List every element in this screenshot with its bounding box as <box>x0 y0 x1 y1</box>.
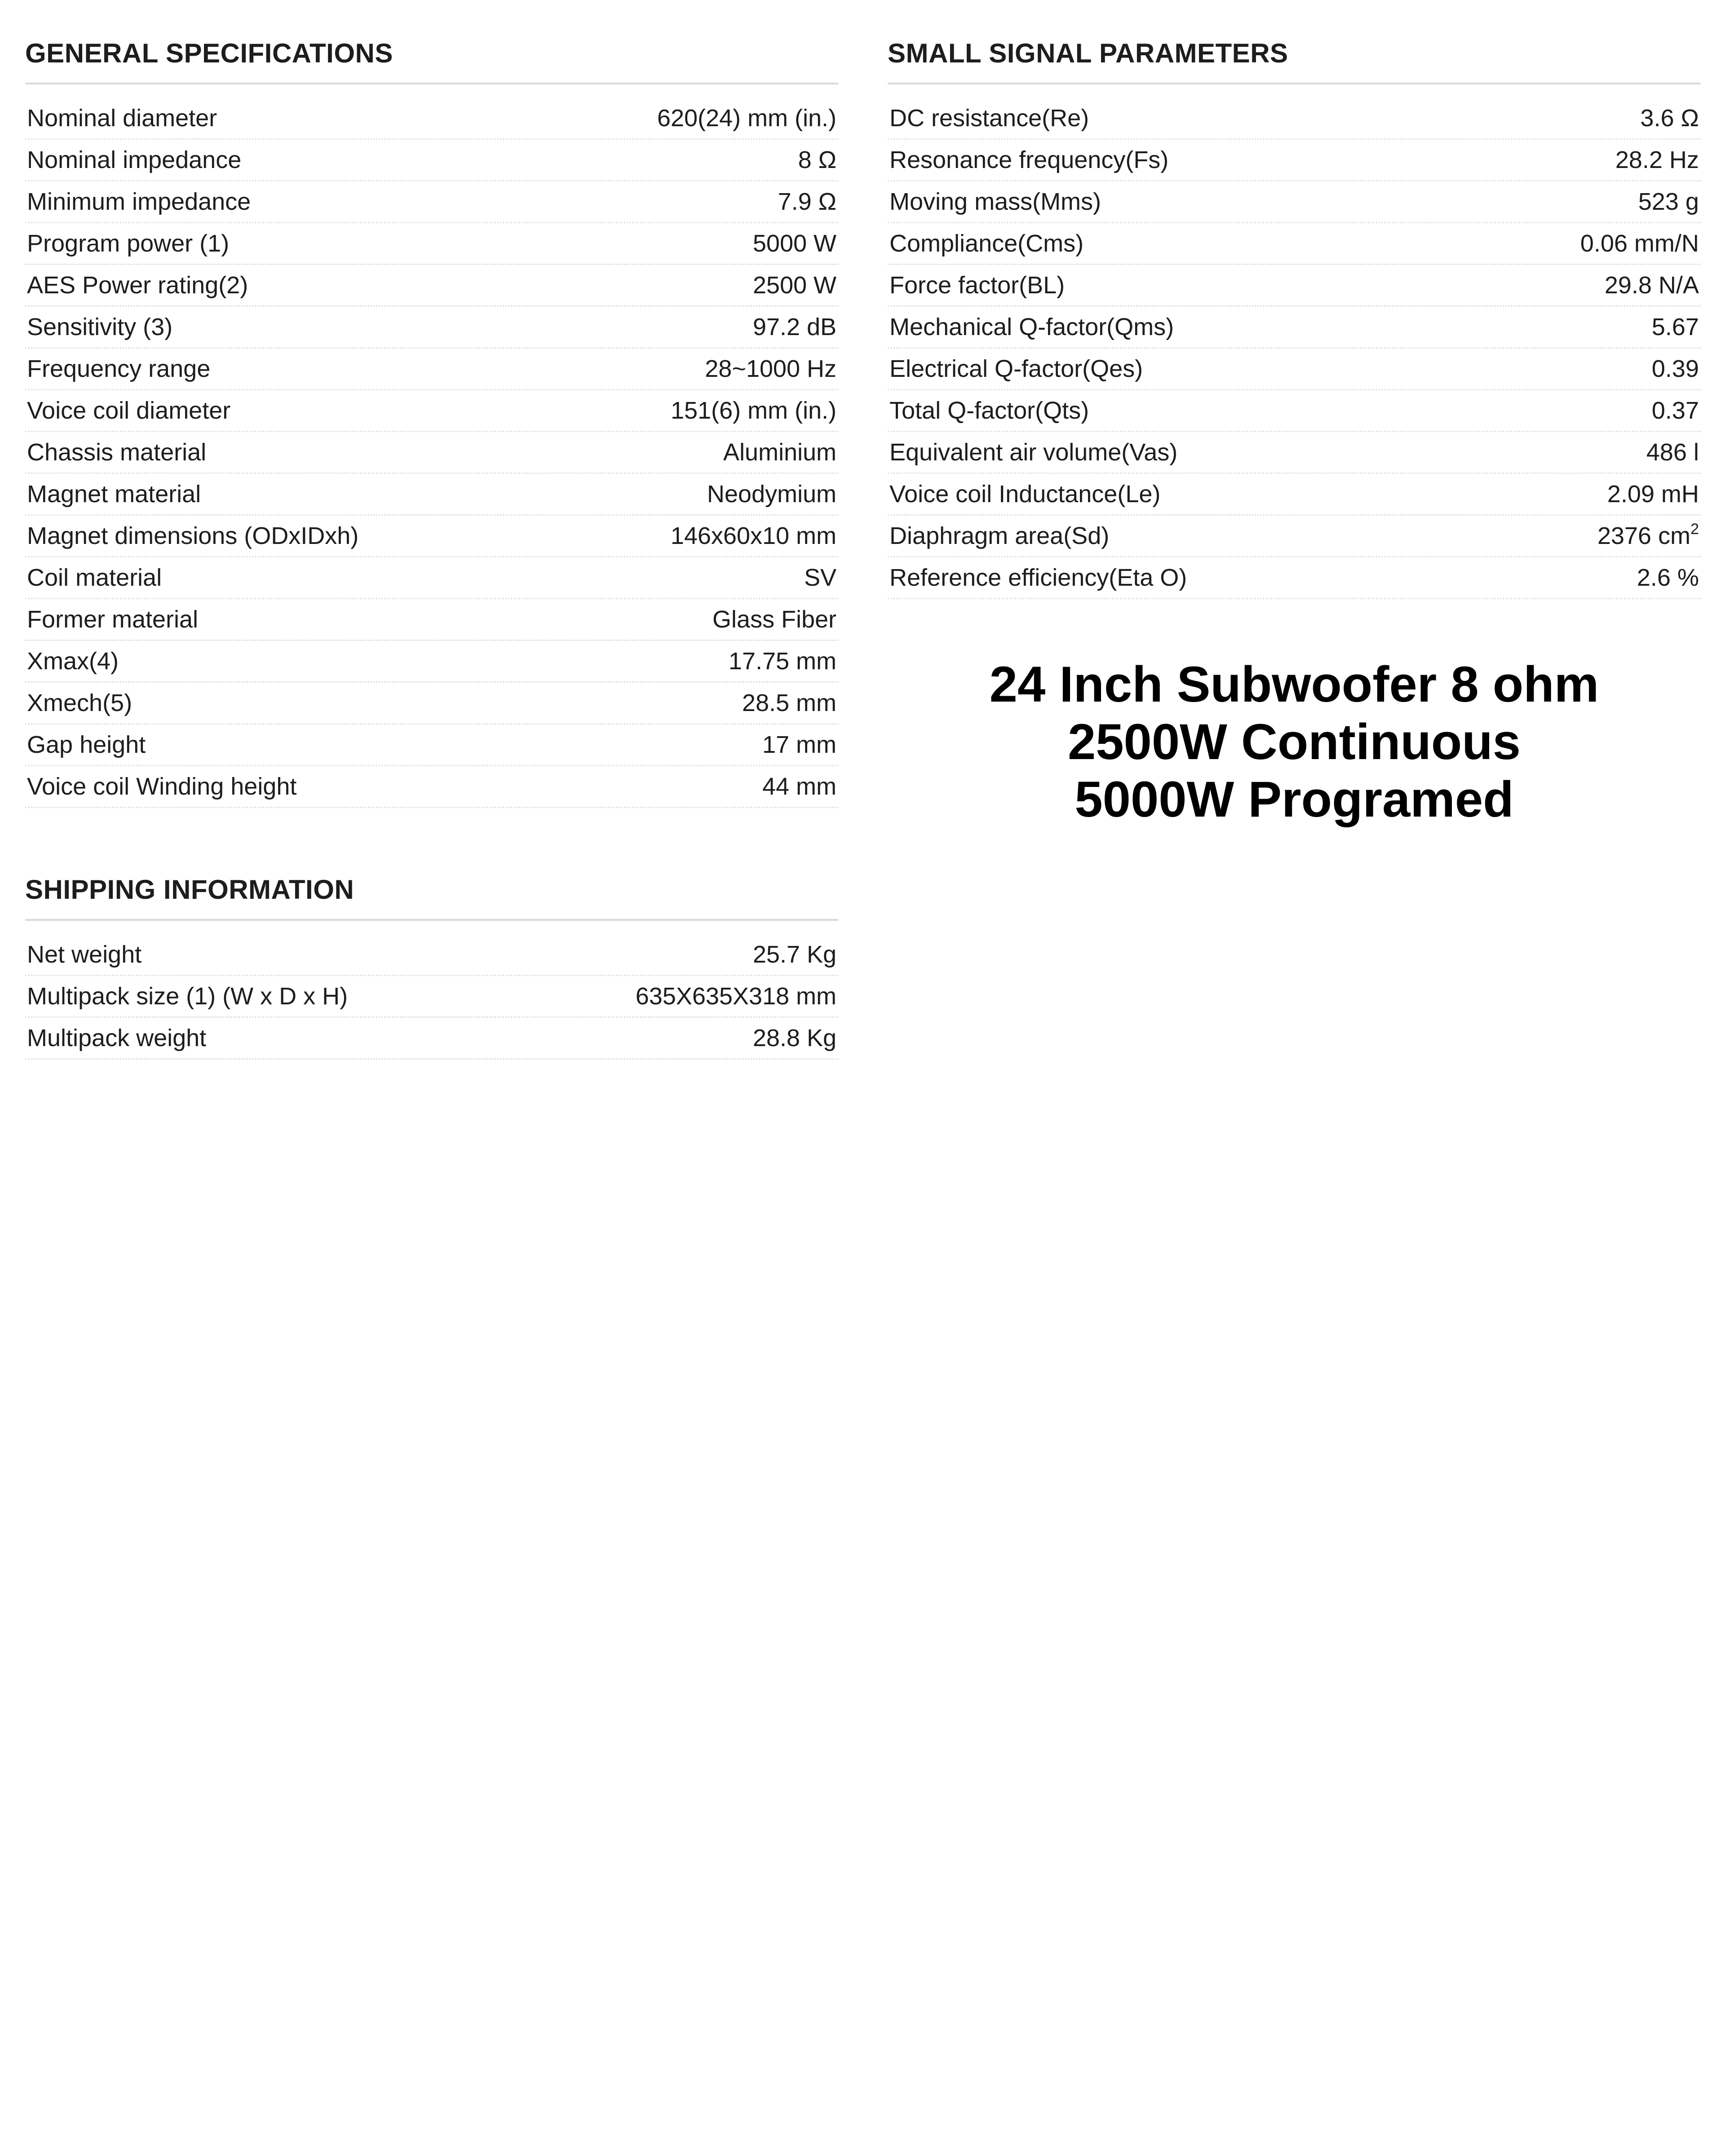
shipping-value: 28.8 Kg <box>752 1025 836 1051</box>
param-value: 29.8 N/A <box>1604 272 1699 299</box>
spec-label: Magnet material <box>27 481 201 508</box>
spec-label: Chassis material <box>27 439 207 466</box>
shipping-label: Multipack weight <box>27 1025 207 1051</box>
param-value: 3.6 Ω <box>1640 105 1699 132</box>
spec-row <box>25 557 838 599</box>
param-value-superscript: 2 <box>1690 521 1699 538</box>
param-label: Mechanical Q-factor(Qms) <box>889 314 1174 340</box>
param-label: Electrical Q-factor(Qes) <box>889 355 1143 382</box>
param-value: 5.67 <box>1651 314 1699 340</box>
spec-label: Minimum impedance <box>27 188 251 215</box>
spec-value: 97.2 dB <box>752 314 836 340</box>
shipping-row <box>25 1018 838 1060</box>
param-label: DC resistance(Re) <box>889 105 1089 132</box>
param-label: Equivalent air volume(Vas) <box>889 439 1178 466</box>
param-value: 0.39 <box>1651 355 1699 382</box>
param-row <box>888 557 1701 599</box>
param-label: Total Q-factor(Qts) <box>889 397 1089 424</box>
spec-row <box>25 641 838 683</box>
param-value: 486 l <box>1646 439 1699 466</box>
param-label: Diaphragm area(Sd) <box>889 522 1110 549</box>
shipping-label: Multipack size (1) (W x D x H) <box>27 983 348 1010</box>
param-row <box>888 307 1701 349</box>
spec-label: Voice coil Winding height <box>27 773 297 800</box>
shipping-row <box>25 934 838 976</box>
promo-headline <box>888 656 1701 828</box>
spec-row <box>25 98 838 140</box>
spec-value: 151(6) mm (in.) <box>670 397 836 424</box>
spec-label: Magnet dimensions (ODxIDxh) <box>27 522 359 549</box>
param-label: Voice coil Inductance(Le) <box>889 481 1161 508</box>
small-signal-parameters-section <box>888 35 1701 599</box>
spec-label: Voice coil diameter <box>27 397 231 424</box>
shipping-list <box>25 934 838 1060</box>
spec-value: 2500 W <box>752 272 836 299</box>
param-value: 523 g <box>1638 188 1699 215</box>
spec-row <box>25 432 838 474</box>
param-label: Resonance frequency(Fs) <box>889 146 1169 173</box>
spec-row <box>25 766 838 808</box>
spec-row <box>25 307 838 349</box>
spec-value: 28~1000 Hz <box>705 355 836 382</box>
section-title-small-signal: SMALL SIGNAL PARAMETERS <box>888 35 1701 84</box>
spec-row <box>25 390 838 432</box>
spec-label: Coil material <box>27 564 162 591</box>
spec-label: Gap height <box>27 731 146 758</box>
spec-row <box>25 599 838 641</box>
spec-row <box>25 181 838 223</box>
param-row <box>888 98 1701 140</box>
section-title-general: GENERAL SPECIFICATIONS <box>25 35 838 84</box>
spec-value: 5000 W <box>752 230 836 257</box>
param-row <box>888 181 1701 223</box>
spec-value: SV <box>804 564 836 591</box>
spec-value: 146x60x10 mm <box>670 522 836 549</box>
shipping-value: 635X635X318 mm <box>635 983 836 1010</box>
shipping-label: Net weight <box>27 941 142 968</box>
spec-row <box>25 140 838 181</box>
param-label: Reference efficiency(Eta O) <box>889 564 1187 591</box>
spec-value: 28.5 mm <box>742 689 836 716</box>
param-label: Compliance(Cms) <box>889 230 1084 257</box>
param-value: 2.6 % <box>1637 564 1699 591</box>
general-specifications-section <box>25 35 838 808</box>
spec-label: Nominal impedance <box>27 146 242 173</box>
spec-label: Xmax(4) <box>27 648 119 675</box>
param-row <box>888 223 1701 265</box>
spec-label: Nominal diameter <box>27 105 217 132</box>
spec-value: 7.9 Ω <box>778 188 836 215</box>
param-row <box>888 474 1701 516</box>
spec-row <box>25 349 838 390</box>
small-signal-list <box>888 98 1701 599</box>
spec-row <box>25 683 838 725</box>
param-value: 0.37 <box>1651 397 1699 424</box>
spec-label: AES Power rating(2) <box>27 272 248 299</box>
param-label: Force factor(BL) <box>889 272 1065 299</box>
spec-row <box>25 265 838 307</box>
spec-label: Frequency range <box>27 355 211 382</box>
spec-row <box>25 474 838 516</box>
param-row <box>888 140 1701 181</box>
spec-label: Former material <box>27 606 199 633</box>
spec-value: Glass Fiber <box>712 606 836 633</box>
spec-label: Sensitivity (3) <box>27 314 173 340</box>
param-row <box>888 265 1701 307</box>
promo-line-1: 24 Inch Subwoofer 8 ohm <box>989 656 1599 712</box>
spec-value: Neodymium <box>707 481 836 508</box>
general-spec-list <box>25 98 838 808</box>
param-row <box>888 349 1701 390</box>
spec-value: Aluminium <box>723 439 836 466</box>
promo-line-2: 2500W Continuous <box>1067 714 1521 770</box>
param-value: 28.2 Hz <box>1615 146 1699 173</box>
param-value: 0.06 mm/N <box>1580 230 1699 257</box>
spec-label: Program power (1) <box>27 230 230 257</box>
shipping-information-section <box>25 871 838 1060</box>
spec-row <box>25 516 838 557</box>
spec-value: 8 Ω <box>798 146 836 173</box>
spec-row <box>25 223 838 265</box>
param-value-text: 2376 cm <box>1597 522 1691 549</box>
param-row <box>888 432 1701 474</box>
param-value: 2.09 mH <box>1607 481 1699 508</box>
param-value <box>1597 522 1699 550</box>
spec-value: 17 mm <box>762 731 836 758</box>
param-label: Moving mass(Mms) <box>889 188 1101 215</box>
param-row <box>888 390 1701 432</box>
promo-line-3: 5000W Programed <box>1075 771 1514 827</box>
spec-value: 620(24) mm (in.) <box>657 105 836 132</box>
spec-label: Xmech(5) <box>27 689 133 716</box>
spec-row <box>25 725 838 766</box>
shipping-row <box>25 976 838 1018</box>
spec-value: 17.75 mm <box>728 648 836 675</box>
section-title-shipping: SHIPPING INFORMATION <box>25 871 838 921</box>
shipping-value: 25.7 Kg <box>752 941 836 968</box>
param-row <box>888 516 1701 557</box>
spec-value: 44 mm <box>762 773 836 800</box>
